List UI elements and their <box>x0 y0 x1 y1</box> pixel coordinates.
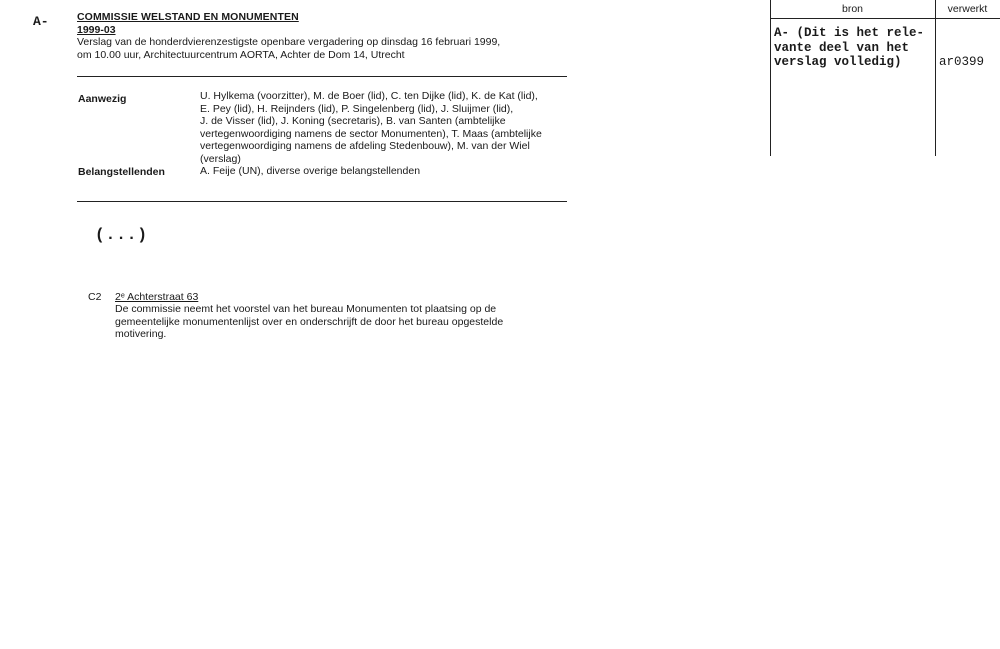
present-line: vertegenwoordiging namens de afdeling Stedenbouw), M. van der Wiel <box>200 140 530 152</box>
column-header-verwerkt: verwerkt <box>947 3 988 15</box>
item-body-line: gemeentelijke monumentenlijst over en onderschrijft de door het bureau opgestelde <box>115 315 504 328</box>
present-line: E. Pey (lid), H. Reijnders (lid), P. Singelenberg (lid), J. Sluijmer (lid), <box>200 102 514 115</box>
present-line: J. de Visser (lid), J. Koning (secretaris), B. van Santen (ambtelijke <box>200 115 506 127</box>
interested-label: Belangstellenden <box>78 166 165 178</box>
divider-top <box>77 76 567 77</box>
item-body-line: De commissie neemt het voorstel van het bureau Monumenten tot plaatsing op de <box>115 303 497 315</box>
present-label: Aanwezig <box>78 93 127 105</box>
item-heading: 2ᵉ Achterstraat 63 <box>115 291 199 303</box>
table-column-divider <box>935 0 936 156</box>
table-header-rule <box>770 18 1000 19</box>
divider-bottom <box>77 201 567 202</box>
item-body <box>115 303 555 341</box>
interested-text: A. Feije (UN), diverse overige belangstellenden <box>200 165 421 177</box>
item-code: C2 <box>88 291 102 303</box>
omission-ellipsis: (...) <box>95 226 149 244</box>
present-line: vertegenwoordiging namens de sector Monumenten), T. Maas (ambtelijke <box>200 127 542 140</box>
archive-annotation-table <box>770 0 1000 156</box>
present-line: U. Hylkema (voorzitter), M. de Boer (lid), C. ten Dijke (lid), K. de Kat (lid), <box>200 90 538 102</box>
processed-reference: ar0399 <box>939 55 985 69</box>
document-header <box>77 11 577 61</box>
table-border-left <box>770 0 771 156</box>
item-body-line: motivering. <box>115 328 167 340</box>
header-title: COMMISSIE WELSTAND EN MONUMENTEN <box>77 11 299 23</box>
header-line-2: om 10.00 uur, Architectuurcentrum AORTA, Achter de Dom 14, Utrecht <box>77 48 405 61</box>
present-line: (verslag) <box>200 152 241 165</box>
header-code: 1999-03 <box>77 23 116 36</box>
header-line-1: Verslag van de honderdvierenzestigste openbare vergadering op dinsdag 16 februari 1999, <box>77 36 501 48</box>
source-note: A- (Dit is het rele- vante deel van het verslag volledig) <box>774 26 925 69</box>
present-list <box>200 90 575 165</box>
column-header-bron: bron <box>841 3 863 15</box>
section-marker: A- <box>33 14 49 29</box>
